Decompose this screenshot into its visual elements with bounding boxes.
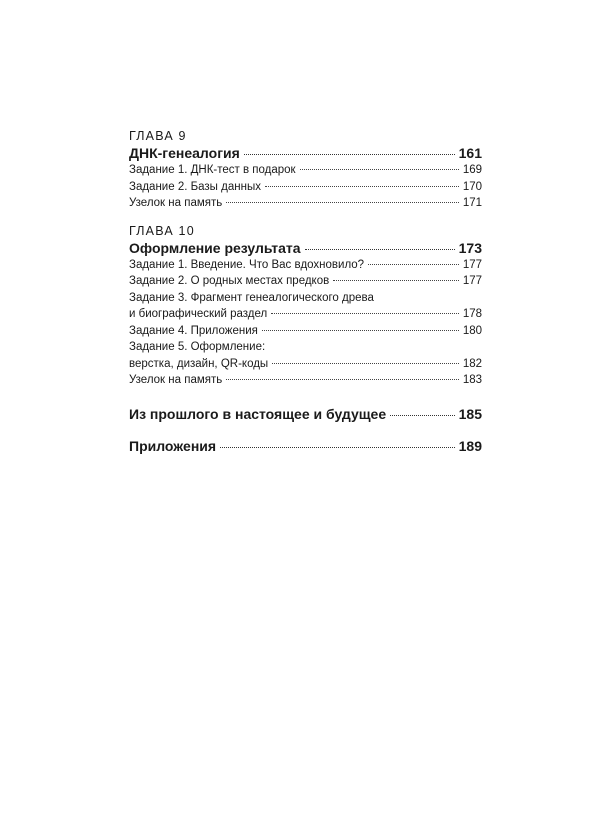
chapter-9-label: ГЛАВА 9 [129, 129, 187, 143]
chapter-10-heading[interactable] [129, 239, 482, 257]
toc-page-number: 185 [458, 405, 482, 422]
spacer [129, 423, 482, 437]
toc-entry [129, 356, 482, 373]
chapter-9-heading[interactable] [129, 144, 482, 162]
toc-entry[interactable] [129, 162, 482, 179]
toc-entry-title: Оформление результата [129, 239, 301, 256]
toc-entry-title-line: Задание 3. Фрагмент генеалогического древа [129, 291, 374, 304]
dot-leader [244, 154, 455, 155]
table-of-contents [129, 128, 482, 455]
spacer [129, 212, 482, 223]
toc-entry-title: Задание 1. Введение. Что Вас вдохновило? [129, 258, 365, 271]
toc-page-number: 169 [462, 164, 482, 176]
toc-entry[interactable] [129, 195, 482, 212]
toc-entry-title-line: Задание 5. Оформление: [129, 341, 266, 353]
toc-entry-title: и биографический раздел [129, 308, 268, 320]
toc-entry-title: Задание 1. ДНК-тест в подарок [129, 164, 296, 176]
toc-entry-title: Задание 4. Приложения [129, 324, 258, 337]
dot-leader [226, 379, 459, 380]
toc-page-number: 183 [462, 374, 482, 386]
toc-page-number: 171 [462, 197, 482, 209]
toc-entry-title: Из прошлого в настоящее и будущее [129, 405, 387, 422]
dot-leader [262, 330, 459, 331]
dot-leader [305, 249, 455, 250]
toc-entry[interactable] [129, 257, 482, 274]
toc-entry-multiline[interactable] [129, 339, 482, 372]
dot-leader [390, 415, 455, 416]
toc-entry-title: ДНК-генеалогия [129, 145, 240, 161]
section-heading-future[interactable] [129, 405, 482, 423]
toc-entry-title: Узелок на память [129, 374, 223, 386]
dot-leader [220, 447, 455, 448]
toc-page-number: 180 [462, 324, 482, 337]
toc-page-number: 173 [458, 239, 482, 256]
dot-leader [333, 280, 459, 281]
toc-page-number: 189 [458, 437, 482, 454]
dot-leader [300, 169, 459, 170]
toc-entry[interactable] [129, 372, 482, 389]
dot-leader [368, 264, 459, 265]
toc-entry [129, 306, 482, 323]
dot-leader [265, 186, 459, 187]
toc-page-number: 182 [462, 357, 482, 370]
toc-entry-multiline[interactable] [129, 290, 482, 323]
toc-page-number: 178 [462, 308, 482, 320]
toc-entry-title: верстка, дизайн, QR-коды [129, 357, 269, 370]
section-heading-appendices[interactable] [129, 437, 482, 455]
toc-entry[interactable] [129, 273, 482, 290]
toc-page-number: 170 [462, 180, 482, 193]
toc-entry[interactable] [129, 179, 482, 196]
chapter-10-label: ГЛАВА 10 [129, 223, 195, 238]
toc-entry-title: Задание 2. О родных местах предков [129, 275, 330, 287]
toc-entry-title: Задание 2. Базы данных [129, 180, 261, 193]
dot-leader [271, 313, 459, 314]
toc-page-number: 161 [458, 145, 482, 161]
spacer [129, 389, 482, 405]
dot-leader [226, 202, 459, 203]
toc-entry-title: Приложения [129, 437, 217, 454]
dot-leader [272, 363, 459, 364]
toc-entry-title: Узелок на память [129, 197, 223, 209]
toc-page-number: 177 [462, 258, 482, 271]
toc-entry[interactable] [129, 323, 482, 340]
toc-page-number: 177 [462, 275, 482, 287]
